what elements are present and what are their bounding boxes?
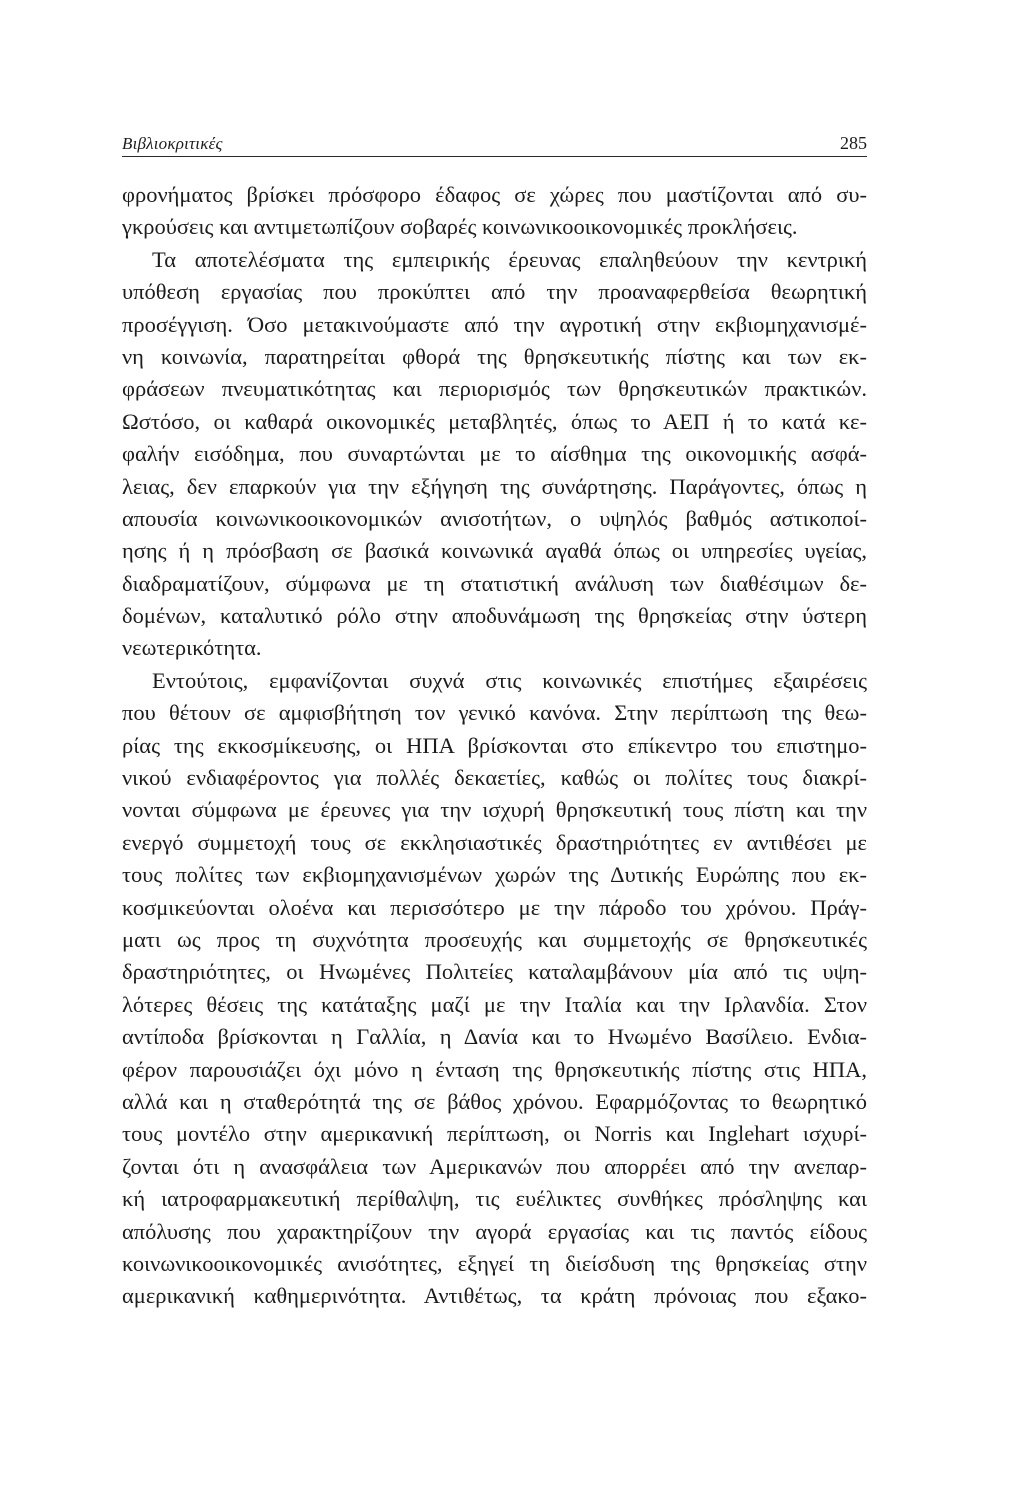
- text-line: τους μοντέλο στην αμερικανική περίπτωση, οι Norris και Inglehart ισχυρί-: [122, 1121, 867, 1147]
- text-line: Τα αποτελέσματα της εμπειρικής έρευνας επαληθεύουν την κεντρική: [152, 246, 867, 272]
- text-line: νονται σύμφωνα με έρευνες για την ισχυρή θρησκευτική τους πίστη και την: [122, 797, 867, 823]
- running-header-title: Βιβλιοκριτικές: [122, 134, 223, 153]
- text-line: κή ιατροφαρμακευτική περίθαλψη, τις ευέλικτες συνθήκες πρόσληψης και: [122, 1186, 867, 1212]
- text-line: ρίας της εκκοσμίκευσης, οι ΗΠΑ βρίσκονται στο επίκεντρο του επιστημο-: [122, 732, 867, 758]
- text-line: Εντούτοις, εμφανίζονται συχνά στις κοινωνικές επιστήμες εξαιρέσεις: [152, 667, 867, 693]
- text-line: τους πολίτες των εκβιομηχανισμένων χωρών της Δυτικής Ευρώπης που εκ-: [122, 862, 867, 888]
- book-page: [122, 128, 867, 1313]
- text-line: απόλυσης που χαρακτηρίζουν την αγορά εργασίας και τις παντός είδους: [122, 1218, 867, 1244]
- text-line: ησης ή η πρόσβαση σε βασικά κοινωνικά αγαθά όπως οι υπηρεσίες υγείας,: [122, 538, 867, 564]
- text-line: αλλά και η σταθερότητά της σε βάθος χρόνου. Εφαρμόζοντας το θεωρητικό: [122, 1088, 867, 1114]
- text-line: λειας, δεν επαρκούν για την εξήγηση της συνάρτησης. Παράγοντες, όπως η: [122, 473, 867, 499]
- text-line: απουσία κοινωνικοοικονομικών ανισοτήτων, ο υψηλός βαθμός αστικοποί-: [122, 505, 867, 531]
- text-line: ζονται ότι η ανασφάλεια των Αμερικανών που απορρέει από την ανεπαρ-: [122, 1153, 867, 1179]
- text-line: ενεργό συμμετοχή τους σε εκκλησιαστικές δραστηριότητες εν αντιθέσει με: [122, 829, 867, 855]
- text-line: φράσεων πνευματικότητας και περιορισμός των θρησκευτικών πρακτικών.: [122, 376, 867, 402]
- text-line: προσέγγιση. Όσο μετακινούμαστε από την αγροτική στην εκβιομηχανισμέ-: [122, 311, 867, 337]
- text-line: υπόθεση εργασίας που προκύπτει από την προαναφερθείσα θεωρητική: [122, 279, 867, 305]
- text-line: λότερες θέσεις της κατάταξης μαζί με την Ιταλία και την Ιρλανδία. Στον: [122, 991, 867, 1017]
- body-text: [122, 179, 867, 1313]
- text-line: ματι ως προς τη συχνότητα προσευχής και συμμετοχής σε θρησκευτικές: [122, 926, 867, 952]
- text-line: αντίποδα βρίσκονται η Γαλλία, η Δανία και το Ηνωμένο Βασίλειο. Ενδια-: [122, 1024, 867, 1050]
- paragraph: [122, 244, 867, 665]
- text-line: νη κοινωνία, παρατηρείται φθορά της θρησκευτικής πίστης και των εκ-: [122, 343, 867, 369]
- text-line: Ωστόσο, οι καθαρά οικονομικές μεταβλητές, όπως το ΑΕΠ ή το κατά κε-: [122, 408, 867, 434]
- text-line: γκρούσεις και αντιμετωπίζουν σοβαρές κοινωνικοοικονομικές προκλήσεις.: [122, 214, 798, 240]
- running-header: [122, 128, 867, 157]
- text-line: διαδραματίζουν, σύμφωνα με τη στατιστική ανάλυση των διαθέσιμων δε-: [122, 570, 867, 596]
- text-line: φαλήν εισόδημα, που συναρτώνται με το αίσθημα της οικονομικής ασφά-: [122, 441, 867, 467]
- text-line: νεωτερικότητα.: [122, 635, 262, 661]
- page-number: 285: [840, 133, 867, 153]
- paragraph: [122, 665, 867, 1313]
- text-line: φρονήματος βρίσκει πρόσφορο έδαφος σε χώρες που μαστίζονται από συ-: [122, 182, 867, 207]
- text-line: αμερικανική καθημερινότητα. Αντιθέτως, τα κράτη πρόνοιας που εξακο-: [122, 1283, 867, 1309]
- text-line: κοινωνικοοικονομικές ανισότητες, εξηγεί τη διείσδυση της θρησκείας στην: [122, 1250, 867, 1276]
- text-line: δραστηριότητες, οι Ηνωμένες Πολιτείες καταλαμβάνουν μία από τις υψη-: [122, 959, 867, 985]
- text-line: κοσμικεύονται ολοένα και περισσότερο με την πάροδο του χρόνου. Πράγ-: [122, 894, 867, 920]
- text-line: φέρον παρουσιάζει όχι μόνο η ένταση της θρησκευτικής πίστης στις ΗΠΑ,: [122, 1056, 867, 1082]
- text-line: που θέτουν σε αμφισβήτηση τον γενικό κανόνα. Στην περίπτωση της θεω-: [122, 700, 867, 726]
- paragraph: [122, 179, 867, 244]
- text-line: δομένων, καταλυτικό ρόλο στην αποδυνάμωση της θρησκείας στην ύστερη: [122, 603, 867, 629]
- text-line: νικού ενδιαφέροντος για πολλές δεκαετίες, καθώς οι πολίτες τους διακρί-: [122, 765, 867, 791]
